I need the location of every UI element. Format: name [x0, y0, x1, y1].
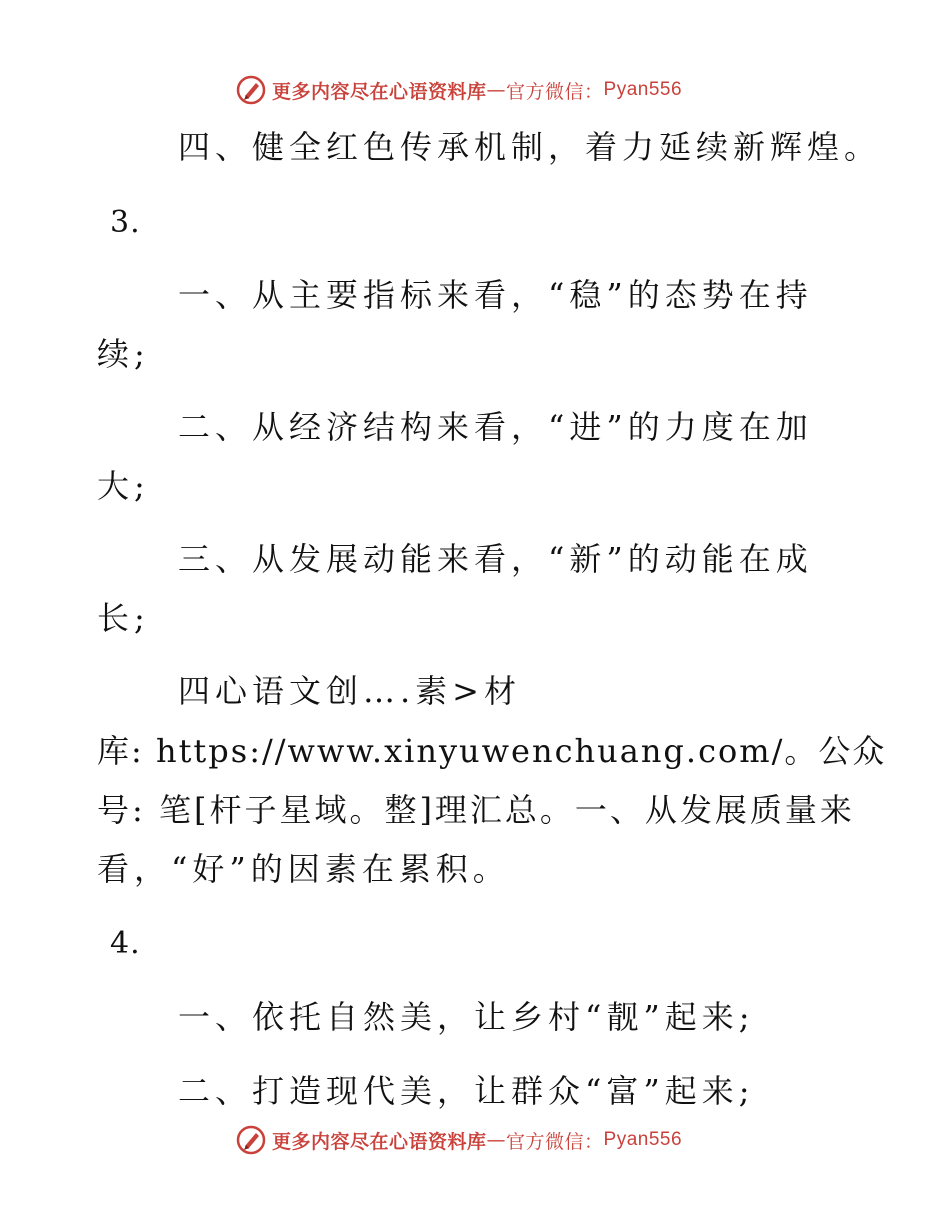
watermark-main-text: 更多内容尽在心语资料库 [272, 1130, 487, 1153]
paragraph-line: 四、健全红色传承机制，着力延续新辉煌。 [178, 128, 882, 166]
paragraph-line: 三、从发展动能来看，“新”的动能在成 [178, 540, 813, 578]
paragraph-line: 续; [97, 335, 150, 373]
section-number: 3. [110, 205, 141, 240]
watermark-footer [236, 1124, 682, 1156]
watermark-main-text: 更多内容尽在心语资料库 [272, 80, 487, 103]
paragraph-line: 看，“好”的因素在累积。 [97, 850, 510, 888]
paragraph-line: 号: 笔[杆子星域。整]理汇总。一、从发展质量来 [97, 791, 855, 829]
paragraph-line: 二、打造现代美，让群众“富”起来; [178, 1072, 755, 1110]
section-number: 4. [110, 926, 141, 961]
pen-logo-icon [236, 75, 266, 105]
watermark-wechat-id: Pyan556 [603, 1129, 683, 1150]
watermark-header [236, 74, 682, 106]
paragraph-line: 长; [97, 599, 150, 637]
paragraph-line: 一、依托自然美，让乡村“靓”起来; [178, 998, 755, 1036]
watermark-dash: — [486, 79, 507, 101]
watermark-official-label: 官方微信： [506, 1130, 604, 1153]
paragraph-line: 四心语文创….素>材 [178, 672, 521, 710]
watermark-official-label: 官方微信： [506, 80, 604, 103]
watermark-wechat-id: Pyan556 [603, 79, 683, 100]
paragraph-line: 一、从主要指标来看，“稳”的态势在持 [178, 276, 813, 314]
watermark-dash: — [486, 1129, 507, 1151]
paragraph-line: 大; [97, 467, 150, 505]
pen-logo-icon [236, 1125, 266, 1155]
paragraph-line-url: 库: https://www.xinyuwenchuang.com/。公众 [97, 732, 887, 770]
paragraph-line: 二、从经济结构来看，“进”的力度在加 [178, 408, 813, 446]
